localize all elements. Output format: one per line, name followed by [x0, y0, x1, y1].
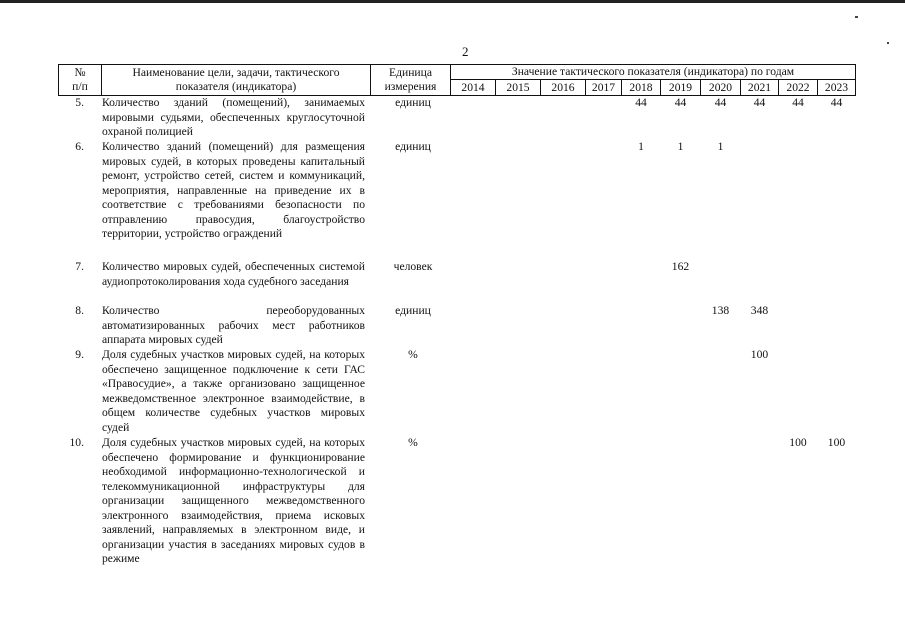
header-year: 2021 [747, 81, 772, 94]
header-unit-line2: измерения [384, 80, 437, 93]
row-number: 7. [75, 260, 84, 273]
row-name: Количество переоборудованных автоматизированных рабочих мест работников аппарата мировых судей [102, 304, 365, 346]
row-value: 44 [674, 96, 687, 109]
row-value: 44 [753, 96, 766, 109]
row-value: 1 [717, 140, 724, 153]
row-name: Количество зданий (помещений) для размещения мировых судей, в которых проведены капитальный ремонт, устройство сетей, систем и коммуникаций, мероприятия, направленные на приведение их в соответствие с требованиями безопасности по отправлению правосудия, благоустройство территории, устройство ограждений [102, 140, 365, 240]
row-name: Доля судебных участков мировых судей, на которых обеспечено защищенное подключение к сети ГАС «Правосудие», а также организовано защищенное межведомственное электронное взаимодействие, в общем количестве судебных участков мировых судей [102, 348, 365, 434]
row-number: 8. [75, 304, 84, 317]
row-unit: % [408, 436, 418, 449]
header-mid-rule [450, 79, 856, 80]
row-value: 1 [677, 140, 684, 153]
header-year: 2016 [551, 81, 575, 94]
header-year: 2015 [506, 81, 530, 94]
header-year: 2023 [824, 81, 849, 94]
page-number: 2 [462, 44, 469, 59]
header-values-group: Значение тактического показателя (индикатора) по годам [511, 65, 795, 78]
row-number: 6. [75, 140, 84, 153]
header-num-line1: № [74, 66, 86, 79]
row-unit: единиц [395, 140, 431, 153]
row-unit: единиц [395, 96, 431, 109]
row-value: 100 [827, 436, 846, 449]
row-value: 44 [635, 96, 647, 109]
row-value: 348 [750, 304, 769, 317]
row-name: Количество зданий (помещений), занимаемых мировыми судьями, обеспеченных круглосуточной охраной полицией [102, 96, 365, 138]
row-value: 44 [792, 96, 804, 109]
row-value: 44 [714, 96, 727, 109]
scan-speck [855, 16, 858, 18]
header-year: 2014 [461, 81, 485, 94]
row-name: Доля судебных участков мировых судей, на которых обеспечено формирование и функционирование необходимой информационно-технологической и телекоммуникационной инфраструктуры для организации защищенного межведомственного электронного взаимодействия, приема исковых заявлений, направляемых в электронном виде, и организации участия в заседаниях мировых судов в режиме [102, 436, 365, 565]
row-value: 1 [638, 140, 644, 153]
row-value: 138 [711, 304, 730, 317]
header-year: 2022 [786, 81, 810, 94]
row-value: 44 [830, 96, 843, 109]
row-value: 100 [750, 348, 769, 361]
header-name-line2: показателя (индикатора) [175, 80, 297, 93]
row-number: 5. [75, 96, 84, 109]
scan-edge-line [0, 0, 905, 3]
header-year: 2018 [629, 81, 653, 94]
row-unit: человек [393, 260, 433, 273]
header-unit-line1: Единица [389, 66, 432, 79]
header-num-line2: п/п [72, 80, 88, 93]
header-rule [855, 64, 856, 96]
row-unit: единиц [395, 304, 431, 317]
scan-speck [887, 42, 889, 44]
table-header [58, 64, 856, 96]
header-year: 2019 [668, 81, 693, 94]
row-number: 10. [69, 436, 84, 449]
header-name-line1: Наименование цели, задачи, тактического [132, 66, 340, 79]
row-number: 9. [75, 348, 84, 361]
row-name: Количество мировых судей, обеспеченных системой аудиопротоколирования хода судебного заседания [102, 260, 365, 288]
row-value: 100 [789, 436, 807, 449]
header-year: 2020 [708, 81, 733, 94]
header-year: 2017 [591, 81, 616, 94]
row-unit: % [408, 348, 418, 361]
row-value: 162 [671, 260, 690, 273]
